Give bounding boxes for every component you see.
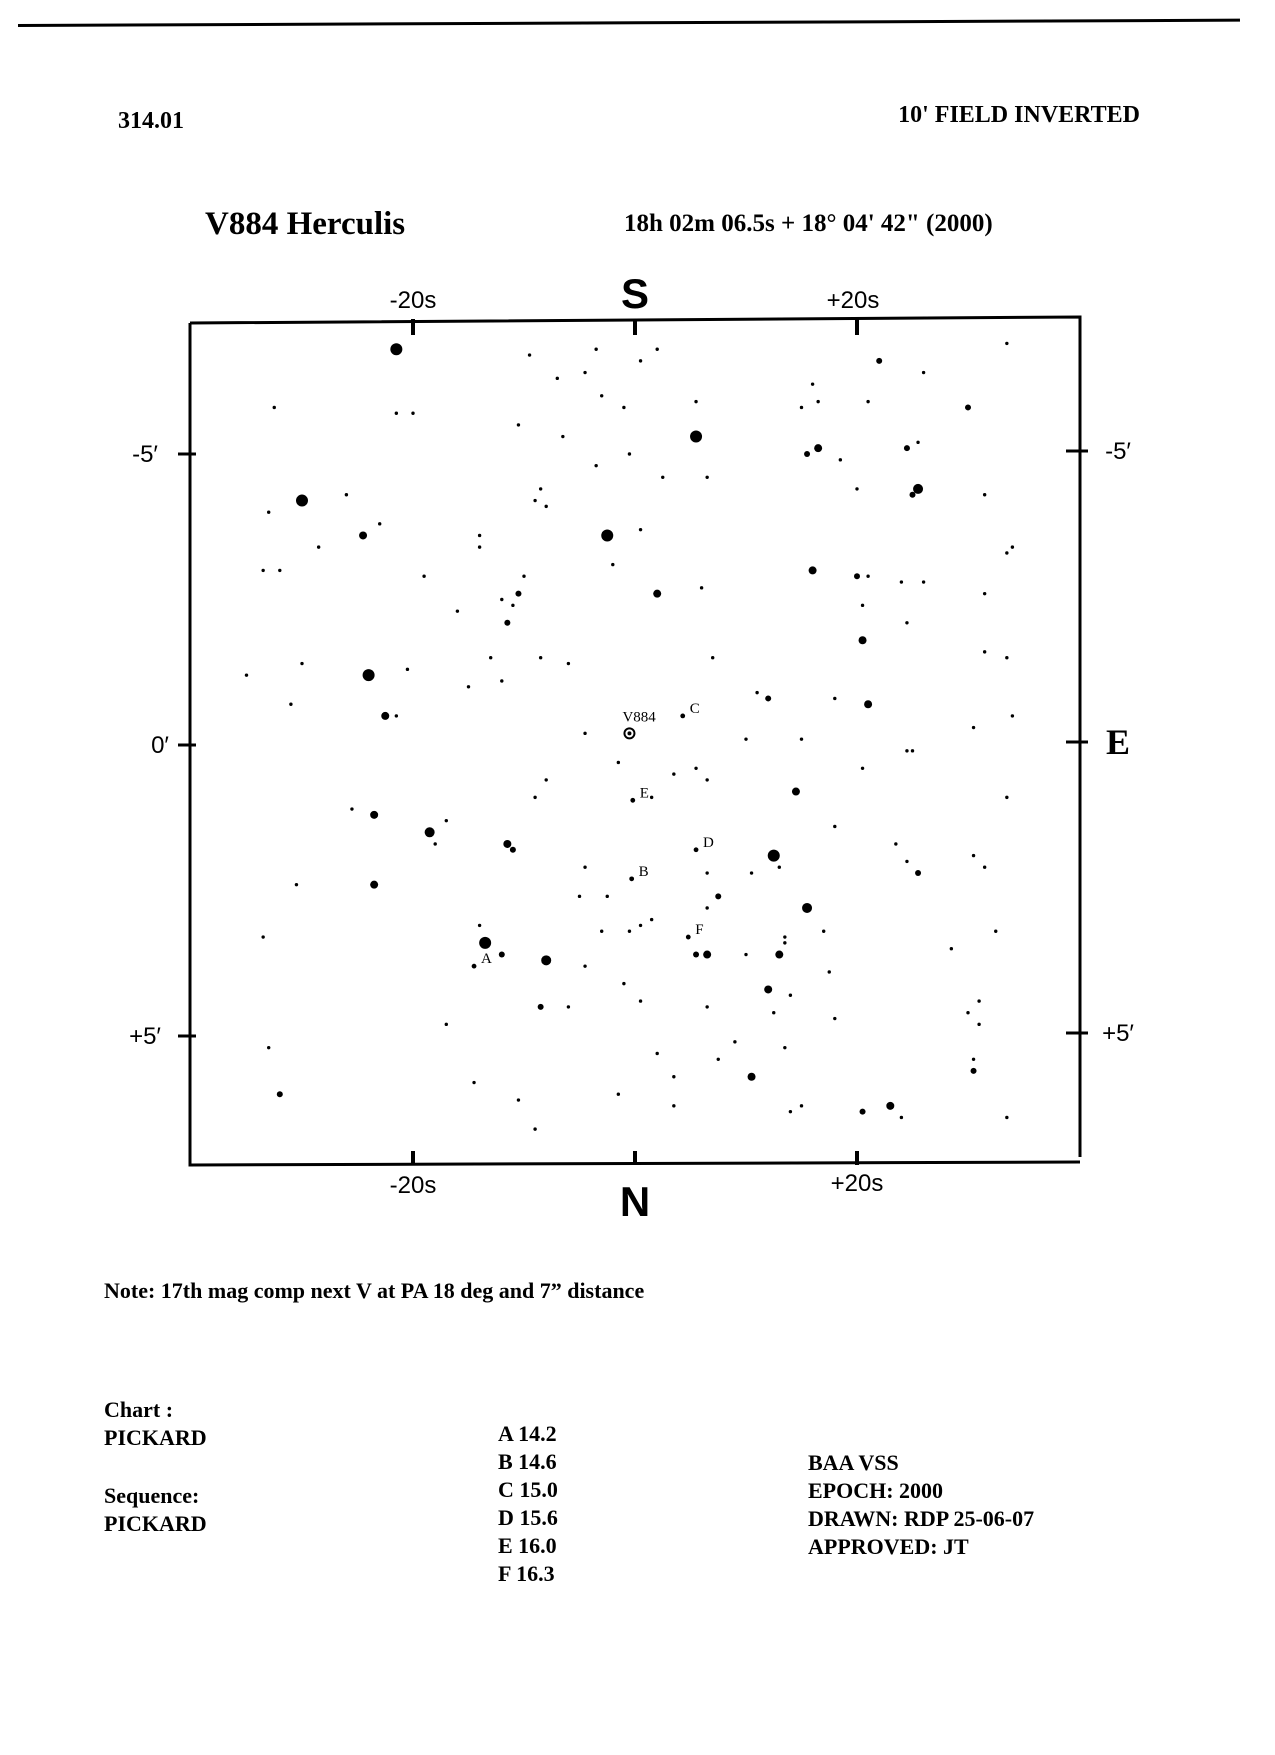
field-star [278, 569, 281, 572]
x-tick-label-top: +20s [826, 287, 880, 314]
field-note: 10' FIELD INVERTED [898, 102, 1140, 128]
field-star [966, 1011, 969, 1014]
comparison-star [686, 935, 691, 940]
variable-star-label: V884 [622, 709, 656, 726]
field-star [273, 406, 276, 409]
field-star [971, 1068, 977, 1074]
field-star [705, 778, 708, 781]
y-tick-label-right: +5′ [1102, 1020, 1134, 1047]
chart-labels [129, 270, 1134, 1225]
comparison-star-label: C [689, 700, 700, 717]
field-star [445, 819, 448, 822]
field-star [456, 609, 459, 612]
field-star [295, 883, 298, 886]
field-star [317, 545, 320, 548]
comparison-star-label: B [638, 863, 649, 880]
field-star [639, 359, 642, 362]
field-star [467, 685, 470, 688]
field-star [814, 444, 822, 452]
field-star [864, 700, 872, 708]
field-star [545, 778, 548, 781]
field-star [600, 394, 603, 397]
field-star [533, 1127, 536, 1130]
field-star [983, 493, 986, 496]
field-star [672, 1075, 675, 1078]
field-star [583, 866, 586, 869]
field-star [772, 1011, 775, 1014]
field-star [650, 918, 653, 921]
footer-approved: APPROVED: JT [808, 1534, 969, 1559]
field-star [705, 871, 708, 874]
field-star [489, 656, 492, 659]
y-tick-label-left: 0′ [151, 732, 169, 759]
field-star [601, 529, 613, 541]
field-star [1005, 796, 1008, 799]
note-text: Note: 17th mag comp next V at PA 18 deg and 7” distance [104, 1278, 645, 1303]
x-tick-label-top: -20s [389, 287, 437, 314]
field-star [378, 522, 381, 525]
field-star [833, 697, 836, 700]
field-star [538, 1004, 544, 1010]
field-star [783, 935, 786, 938]
field-star [567, 662, 570, 665]
footer-epoch: EPOCH: 2000 [808, 1478, 944, 1503]
field-star [765, 695, 771, 701]
field-star [715, 893, 721, 899]
field-star [545, 505, 548, 508]
sequence-entry: E 16.0 [498, 1533, 557, 1558]
field-star [748, 1073, 756, 1081]
field-star [822, 930, 825, 933]
field-star [261, 569, 264, 572]
comparison-star-label: F [695, 922, 704, 939]
field-star [860, 1109, 866, 1115]
field-star [922, 580, 925, 583]
field-star [750, 871, 753, 874]
y-tick-label-left: -5′ [132, 441, 158, 468]
field-star [499, 952, 505, 958]
field-star [783, 941, 786, 944]
field-star [816, 400, 819, 403]
star-name: V884 Herculis [205, 206, 406, 242]
field-star [639, 999, 642, 1002]
field-star [994, 930, 997, 933]
field-star [876, 358, 882, 364]
sequence-entry: D 15.6 [498, 1505, 558, 1530]
field-star [977, 999, 980, 1002]
field-star [886, 1102, 894, 1110]
field-star [533, 499, 536, 502]
field-star [789, 1110, 792, 1113]
field-star [783, 1046, 786, 1049]
field-star [567, 1005, 570, 1008]
field-star [694, 400, 697, 403]
field-star [539, 487, 542, 490]
field-star [1005, 656, 1008, 659]
field-star [515, 591, 521, 597]
field-star [833, 1017, 836, 1020]
comparison-star-label: E [639, 785, 649, 802]
direction-north: N [619, 1178, 651, 1225]
field-star [350, 807, 353, 810]
comparison-star-label: A [481, 951, 492, 968]
field-star [905, 621, 908, 624]
field-star [861, 604, 864, 607]
frame-top-right [190, 317, 1080, 1157]
field-star [733, 1040, 736, 1043]
field-star [800, 406, 803, 409]
field-star [390, 343, 402, 355]
field-star [425, 827, 435, 837]
field-star [866, 575, 869, 578]
star-coordinates: 18h 02m 06.5s + 18° 04' 42" (2000) [624, 210, 993, 237]
field-star [690, 431, 702, 443]
field-star [744, 953, 747, 956]
field-star [472, 1081, 475, 1084]
field-star [1011, 545, 1014, 548]
field-star [500, 598, 503, 601]
sequence-entry: C 15.0 [498, 1477, 558, 1502]
field-star [359, 531, 367, 539]
field-star [510, 847, 516, 853]
field-star [703, 951, 711, 959]
field-star [866, 400, 869, 403]
field-star [833, 825, 836, 828]
comparison-star [630, 798, 635, 803]
field-star [694, 767, 697, 770]
sequence-entry: F 16.3 [498, 1561, 555, 1586]
field-star [628, 930, 631, 933]
field-star [900, 1116, 903, 1119]
field-star [653, 590, 661, 598]
frame-left-bottom [190, 323, 1080, 1165]
field-star [705, 906, 708, 909]
field-star [639, 528, 642, 531]
comparison-star [694, 847, 699, 852]
field-star [539, 656, 542, 659]
field-star [606, 895, 609, 898]
field-star [478, 545, 481, 548]
chart-credit-label: Chart : [104, 1397, 174, 1422]
field-star [406, 668, 409, 671]
field-star [778, 866, 781, 869]
field-star [395, 714, 398, 717]
field-star [300, 662, 303, 665]
field-star [622, 406, 625, 409]
field-star [277, 1091, 283, 1097]
field-star [395, 412, 398, 415]
field-star [522, 575, 525, 578]
field-star [811, 382, 814, 385]
field-star [478, 924, 481, 927]
field-star [345, 493, 348, 496]
star-field [245, 342, 1014, 1131]
field-star [289, 703, 292, 706]
field-star [672, 772, 675, 775]
field-star [768, 850, 780, 862]
direction-south: S [620, 270, 650, 317]
field-star [503, 840, 511, 848]
field-star [854, 573, 860, 579]
field-star [905, 860, 908, 863]
field-star [711, 656, 714, 659]
field-star [445, 1023, 448, 1026]
field-star [583, 371, 586, 374]
field-star [764, 985, 772, 993]
field-star [913, 484, 923, 494]
field-star [693, 952, 699, 958]
field-star [511, 604, 514, 607]
field-star [705, 476, 708, 479]
sequence-list [498, 1420, 558, 1588]
field-star [915, 870, 921, 876]
field-star [894, 842, 897, 845]
field-star [755, 691, 758, 694]
sequence-credit-author: PICKARD [104, 1511, 207, 1536]
field-star [600, 930, 603, 933]
field-star [828, 970, 831, 973]
field-star [983, 866, 986, 869]
footer-org: BAA VSS [808, 1450, 899, 1475]
x-tick-label-bottom: +20s [830, 1170, 884, 1197]
comparison-star [472, 964, 477, 969]
field-star [578, 895, 581, 898]
field-star [661, 476, 664, 479]
field-star [583, 964, 586, 967]
field-star [422, 575, 425, 578]
field-star [802, 903, 812, 913]
variable-star [627, 731, 631, 735]
field-star [950, 947, 953, 950]
field-star [363, 669, 375, 681]
field-star [556, 377, 559, 380]
field-star [411, 412, 414, 415]
field-star [478, 534, 481, 537]
field-star [617, 761, 620, 764]
field-star [910, 492, 916, 498]
field-star [1005, 551, 1008, 554]
field-star [700, 586, 703, 589]
field-star [800, 737, 803, 740]
x-tick-label-bottom: -20s [389, 1172, 437, 1199]
field-star [983, 592, 986, 595]
field-star [983, 650, 986, 653]
field-star [261, 935, 264, 938]
field-star [611, 563, 614, 566]
field-star [911, 749, 914, 752]
field-star [594, 464, 597, 467]
field-star [809, 566, 817, 574]
sequence-credit-label: Sequence: [104, 1483, 200, 1508]
field-star [381, 712, 389, 720]
field-star [594, 348, 597, 351]
y-tick-label-left: +5′ [129, 1023, 161, 1050]
field-star [656, 348, 659, 351]
y-tick-label-right: -5′ [1105, 438, 1131, 465]
field-star [479, 937, 491, 949]
sequence-entry: B 14.6 [498, 1449, 557, 1474]
field-star [517, 423, 520, 426]
field-star [1005, 1116, 1008, 1119]
field-star [500, 679, 503, 682]
comparison-star [629, 876, 634, 881]
field-star [628, 452, 631, 455]
field-star [904, 445, 910, 451]
field-star [650, 796, 653, 799]
field-star [977, 1023, 980, 1026]
field-star [804, 451, 810, 457]
field-star [789, 994, 792, 997]
footer-drawn: DRAWN: RDP 25-06-07 [808, 1506, 1035, 1531]
field-star [855, 487, 858, 490]
field-star [1011, 714, 1014, 717]
field-star [972, 1058, 975, 1061]
field-star [1005, 342, 1008, 345]
field-star [972, 854, 975, 857]
field-star [370, 811, 378, 819]
field-star [800, 1104, 803, 1107]
field-star [916, 441, 919, 444]
field-star [639, 924, 642, 927]
chart-frame [178, 317, 1088, 1165]
chart-number: 314.01 [118, 108, 184, 134]
field-star [861, 767, 864, 770]
field-star [434, 842, 437, 845]
field-star [744, 737, 747, 740]
field-star [528, 353, 531, 356]
field-star [900, 580, 903, 583]
field-star [622, 982, 625, 985]
field-star [561, 435, 564, 438]
comparison-star [680, 714, 685, 719]
field-star [267, 511, 270, 514]
sequence-entry: A 14.2 [498, 1421, 557, 1446]
field-star [656, 1052, 659, 1055]
field-star [296, 495, 308, 507]
field-star [370, 881, 378, 889]
field-star [517, 1098, 520, 1101]
field-star [905, 749, 908, 752]
field-star [672, 1104, 675, 1107]
field-star [541, 955, 551, 965]
field-star [839, 458, 842, 461]
field-star [533, 796, 536, 799]
field-star [922, 371, 925, 374]
field-star [775, 951, 783, 959]
field-star [859, 636, 867, 644]
field-star [583, 732, 586, 735]
comparison-star-label: D [703, 834, 714, 851]
field-star [792, 788, 800, 796]
footer-block [808, 1449, 1034, 1561]
field-star [504, 620, 510, 626]
field-star [617, 1093, 620, 1096]
field-star [965, 404, 971, 410]
field-star [245, 673, 248, 676]
chart-credit-author: PICKARD [104, 1425, 207, 1450]
field-star [267, 1046, 270, 1049]
direction-east: E [1105, 722, 1131, 762]
field-star [972, 726, 975, 729]
field-star [717, 1058, 720, 1061]
field-star [705, 1005, 708, 1008]
